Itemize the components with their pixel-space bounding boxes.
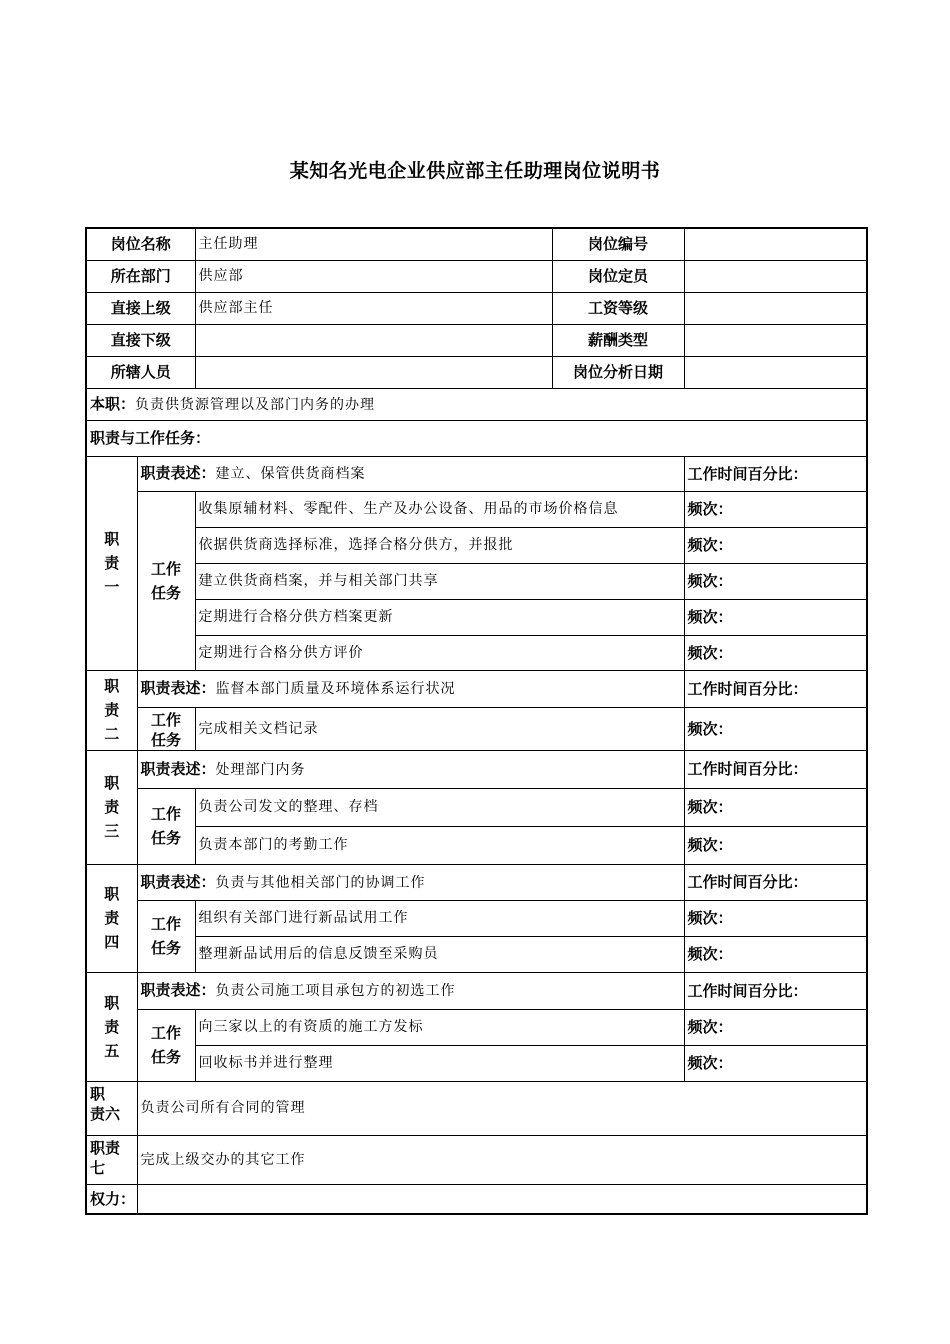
duty-5-char-3: 五 — [104, 1041, 120, 1060]
authority-row — [86, 1184, 867, 1214]
row-position-name — [86, 228, 867, 260]
duty-1-char-1: 职 — [104, 530, 120, 548]
staff-value — [195, 356, 552, 388]
superior-value: 供应部主任 — [195, 292, 552, 324]
duty-6-title: 职 责六 — [86, 1081, 137, 1135]
duty-2-title — [86, 670, 137, 750]
duty-5-task-label — [137, 1009, 195, 1081]
duty-5-statement — [137, 972, 684, 1009]
duty-5-task-2: 回收标书并进行整理 — [195, 1045, 684, 1081]
task-label-line-1: 工作 — [151, 915, 182, 933]
task-label-line-2: 任务 — [151, 939, 182, 957]
frequency-label: 频次： — [684, 707, 867, 750]
frequency-label: 频次： — [684, 1045, 867, 1081]
duty-1-statement — [137, 456, 684, 491]
analysis-date-label: 岗位分析日期 — [552, 356, 684, 388]
core-duty-text: 负责供货源管理以及部门内务的办理 — [135, 396, 376, 413]
duty-5-char-1: 职 — [104, 993, 120, 1012]
duty-1-char-3: 一 — [104, 578, 120, 596]
position-no-value — [684, 228, 867, 260]
duty-5-task-1: 向三家以上的有资质的施工方发标 — [195, 1009, 684, 1045]
duty-7-title: 职责七 — [86, 1135, 137, 1184]
subordinate-value — [195, 324, 552, 356]
duty-2-task-label — [137, 707, 195, 750]
frequency-label: 频次： — [684, 936, 867, 972]
statement-label: 职责表述： — [140, 464, 216, 482]
duty-4-char-1: 职 — [104, 885, 120, 903]
row-staff — [86, 356, 867, 388]
task-label-line-1: 工作 — [151, 559, 182, 578]
duty-7-text: 完成上级交办的其它工作 — [137, 1135, 867, 1184]
subordinate-label: 直接下级 — [86, 324, 195, 356]
duty-1-task-row — [86, 491, 867, 527]
duty-5-statement-row — [86, 972, 867, 1009]
statement-label: 职责表述： — [140, 759, 216, 778]
row-core-duty — [86, 388, 867, 420]
salary-type-value — [684, 324, 867, 356]
statement-label: 职责表述： — [140, 981, 216, 999]
duty-3-task-2: 负责本部门的考勤工作 — [195, 826, 684, 864]
row-superior — [86, 292, 867, 324]
duty-2-char-1: 职 — [104, 677, 120, 695]
duty-4-char-2: 责 — [104, 909, 120, 927]
frequency-label: 频次： — [684, 1009, 867, 1045]
statement-text: 建立、保管供货商档案 — [215, 466, 366, 482]
duty-4-task-2: 整理新品试用后的信息反馈至采购员 — [195, 936, 684, 972]
salary-type-label: 薪酬类型 — [552, 324, 684, 356]
headcount-value — [684, 260, 867, 292]
position-name-value: 主任助理 — [195, 228, 552, 260]
task-label-line-2: 任务 — [151, 1048, 182, 1066]
position-no-label: 岗位编号 — [552, 228, 684, 260]
department-value: 供应部 — [195, 260, 552, 292]
duty-4-statement — [137, 864, 684, 900]
duty-3-char-1: 职 — [104, 774, 120, 792]
row-duties-heading — [86, 420, 867, 456]
duty-1-title — [86, 456, 137, 670]
row-subordinate — [86, 324, 867, 356]
task-label-line-1: 工作 — [151, 1024, 182, 1042]
statement-text: 负责公司施工项目承包方的初选工作 — [215, 983, 456, 999]
statement-label: 职责表述： — [140, 679, 216, 697]
duty-1-task-3: 建立供货商档案，并与相关部门共享 — [195, 563, 684, 599]
duties-heading: 职责与工作任务： — [86, 420, 867, 456]
job-description-table — [85, 227, 868, 1215]
frequency-label: 频次： — [684, 788, 867, 826]
task-label-line-1: 工作 — [151, 805, 182, 823]
task-label-line-1: 工作 — [151, 710, 182, 729]
task-label-line-2: 任务 — [151, 583, 182, 602]
frequency-label: 频次： — [684, 635, 867, 670]
duty-3-title — [86, 750, 137, 864]
duty-5-task-row — [86, 1045, 867, 1081]
staff-label: 所辖人员 — [86, 356, 195, 388]
authority-text — [137, 1184, 867, 1214]
duty-1-task-5: 定期进行合格分供方评价 — [195, 635, 684, 670]
duty-1-task-4: 定期进行合格分供方档案更新 — [195, 599, 684, 635]
task-label-line-2: 任务 — [151, 730, 182, 749]
duty-2-task-row — [86, 707, 867, 750]
core-duty-label: 本职： — [90, 394, 136, 413]
frequency-label: 频次： — [684, 491, 867, 527]
time-percent-label: 工作时间百分比： — [684, 670, 867, 707]
duty-3-task-label — [137, 788, 195, 864]
frequency-label: 频次： — [684, 563, 867, 599]
document-title: 某知名光电企业供应部主任助理岗位说明书 — [289, 160, 661, 182]
duty-2-statement-row — [86, 670, 867, 707]
duty-1-statement-row — [86, 456, 867, 491]
duty-6-text: 负责公司所有合同的管理 — [137, 1081, 867, 1135]
statement-label: 职责表述： — [140, 872, 216, 891]
time-percent-label: 工作时间百分比： — [684, 864, 867, 900]
duty-3-statement — [137, 750, 684, 788]
duty-3-statement-row — [86, 750, 867, 788]
duty-3-task-row — [86, 788, 867, 826]
duty-4-task-row — [86, 936, 867, 972]
duty-3-char-3: 三 — [104, 822, 120, 840]
duty-4-statement-row — [86, 864, 867, 900]
duty-1-task-2: 依据供货商选择标准，选择合格分供方，并报批 — [195, 527, 684, 563]
time-percent-label: 工作时间百分比： — [684, 750, 867, 788]
duty-3-char-2: 责 — [104, 798, 120, 816]
frequency-label: 频次： — [684, 599, 867, 635]
duty-2-task-1: 完成相关文档记录 — [195, 707, 684, 750]
duty-5-title — [86, 972, 137, 1081]
department-label: 所在部门 — [86, 260, 195, 292]
duty-1-task-row — [86, 563, 867, 599]
position-name-label: 岗位名称 — [86, 228, 195, 260]
frequency-label: 频次： — [684, 900, 867, 936]
duty-4-task-row — [86, 900, 867, 936]
duty-5-char-2: 责 — [104, 1017, 120, 1036]
duty-6-row — [86, 1081, 867, 1135]
duty-4-char-3: 四 — [104, 933, 120, 951]
superior-label: 直接上级 — [86, 292, 195, 324]
time-percent-label: 工作时间百分比： — [684, 972, 867, 1009]
duty-1-task-row — [86, 635, 867, 670]
duty-2-char-3: 二 — [104, 725, 120, 743]
duty-4-task-1: 组织有关部门进行新品试用工作 — [195, 900, 684, 936]
duty-4-title — [86, 864, 137, 972]
authority-label: 权力： — [86, 1184, 137, 1214]
headcount-label: 岗位定员 — [552, 260, 684, 292]
statement-text: 监督本部门质量及环境体系运行状况 — [215, 681, 456, 697]
row-department — [86, 260, 867, 292]
duty-5-task-row — [86, 1009, 867, 1045]
salary-grade-label: 工资等级 — [552, 292, 684, 324]
duty-1-task-1: 收集原辅材料、零配件、生产及办公设备、用品的市场价格信息 — [195, 491, 684, 527]
duty-1-task-label — [137, 491, 195, 670]
duty-1-task-row — [86, 527, 867, 563]
analysis-date-value — [684, 356, 867, 388]
time-percent-label: 工作时间百分比： — [684, 456, 867, 491]
duty-7-row — [86, 1135, 867, 1184]
duty-1-char-2: 责 — [104, 554, 120, 572]
duty-1-task-row — [86, 599, 867, 635]
duty-2-char-2: 责 — [104, 701, 120, 719]
duty-3-task-1: 负责公司发文的整理、存档 — [195, 788, 684, 826]
duty-4-task-label — [137, 900, 195, 972]
frequency-label: 频次： — [684, 826, 867, 864]
core-duty-cell — [86, 388, 867, 420]
frequency-label: 频次： — [684, 527, 867, 563]
task-label-line-2: 任务 — [151, 829, 182, 847]
statement-text: 负责与其他相关部门的协调工作 — [215, 874, 426, 891]
duty-2-statement — [137, 670, 684, 707]
statement-text: 处理部门内务 — [215, 761, 306, 778]
salary-grade-value — [684, 292, 867, 324]
duty-3-task-row — [86, 826, 867, 864]
